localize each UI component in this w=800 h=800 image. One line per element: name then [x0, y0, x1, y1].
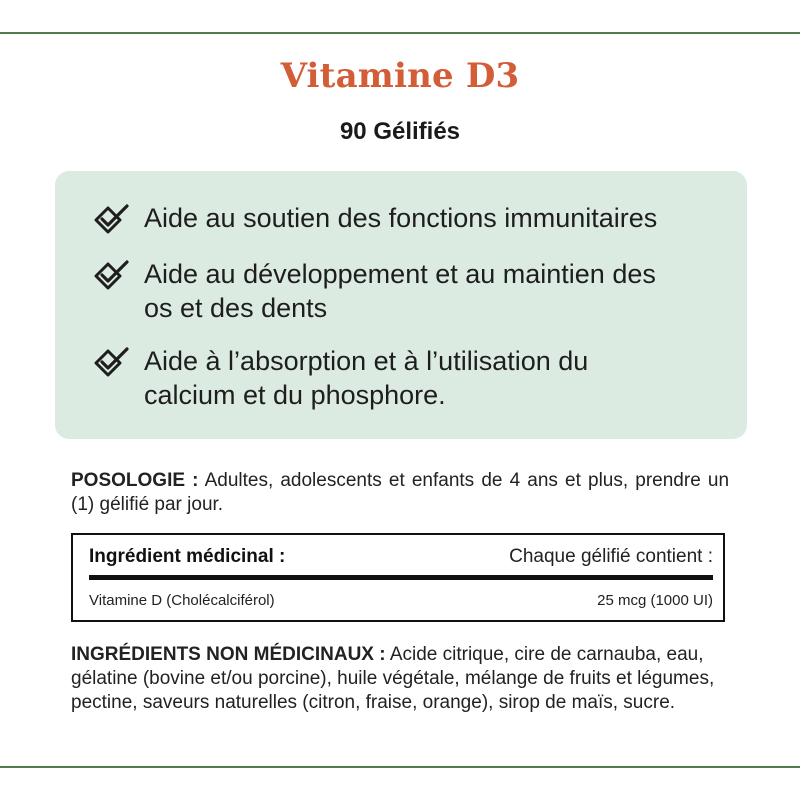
table-cell-amount: 25 mcg (1000 UI): [597, 592, 713, 609]
bottom-divider: [0, 766, 800, 768]
non-medicinal-ingredients: [71, 643, 731, 715]
medicinal-ingredient-table: [71, 533, 725, 622]
benefit-item: [93, 344, 654, 412]
dosage-text: Adultes, adolescents et enfants de 4 ans et plus, prendre un (1) gélifié par jour.: [71, 470, 730, 515]
table-cell-ingredient: Vitamine D (Cholécalciférol): [89, 592, 275, 609]
top-divider: [0, 32, 800, 34]
benefit-text: Aide à l’absorption et à l’utilisation du calcium et du phosphore.: [144, 346, 589, 410]
product-count: 90 Gélifiés: [339, 118, 461, 145]
non-medicinal-text: Acide citrique, cire de carnauba, eau, gélatine (bovine et/ou porcine), huile végétale, mélange de fruits et légumes, pectine, saveurs naturelles (citron, fraise, orange), sirop de maïs, sucre.: [71, 644, 715, 713]
benefit-text: Aide au soutien des fonctions immunitaires: [144, 203, 658, 233]
product-title: Vitamine D3: [280, 56, 520, 96]
table-header-ingredient: Ingrédient médicinal :: [89, 546, 286, 567]
table-header-amount: Chaque gélifié contient :: [509, 546, 713, 567]
benefit-item: [93, 257, 664, 325]
check-badge-icon: [93, 203, 131, 237]
benefits-panel: [55, 171, 747, 439]
check-badge-icon: [93, 346, 131, 380]
benefit-text: Aide au développement et au maintien des os et des dents: [144, 259, 656, 323]
dosage-label: POSOLOGIE :: [71, 470, 199, 491]
benefit-item: [93, 201, 744, 237]
non-medicinal-label: INGRÉDIENTS NON MÉDICINAUX :: [71, 644, 386, 665]
check-badge-icon: [93, 259, 131, 293]
table-divider: [89, 575, 713, 580]
dosage-paragraph: [71, 469, 729, 517]
